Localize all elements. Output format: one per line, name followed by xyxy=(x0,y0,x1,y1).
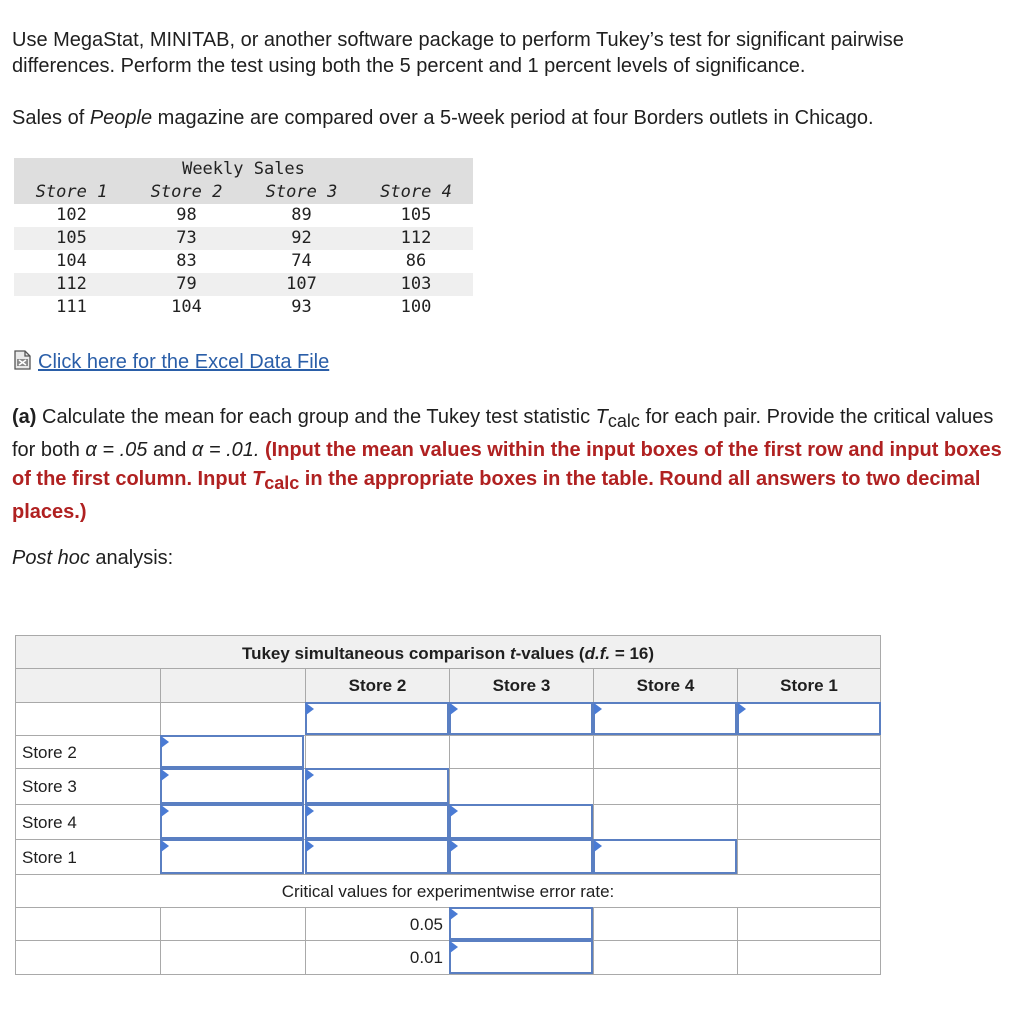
table-row: 102 98 89 105 xyxy=(56,205,432,225)
row-label-store-4: Store 4 xyxy=(22,813,77,832)
table-row: 104 83 74 86 xyxy=(56,251,427,271)
tcalc-cell xyxy=(305,735,450,769)
scenario-text: Sales of People magazine are compared over a 5-week period at four Borders outlets in Chicago. xyxy=(12,107,874,129)
mean-input-store-4-row[interactable] xyxy=(160,804,304,839)
weekly-sales-header-row xyxy=(14,181,473,204)
instructions-intro: Use MegaStat, MINITAB, or another software package to perform Tukey’s test for significant pairwise differences. Perform the test using both the 5 percent and 1 percent levels of significance. xyxy=(12,29,904,77)
critical-values-title: Critical values for experimentwise error rate: xyxy=(281,882,615,901)
mean-input-store-3-row[interactable] xyxy=(160,768,304,804)
mean-input-store-1-col[interactable] xyxy=(737,702,881,735)
col-header-store-1: Store 1 xyxy=(737,668,881,703)
tcalc-input-1-vs-3[interactable] xyxy=(449,839,593,874)
header-store-3: Store 3 xyxy=(265,182,338,202)
blank-cell xyxy=(737,940,881,975)
excel-file-icon xyxy=(12,349,34,378)
header-blank-cell xyxy=(15,668,161,703)
tcalc-cell xyxy=(737,839,881,875)
tcalc-input-1-vs-2[interactable] xyxy=(305,839,449,874)
critical-title-cell xyxy=(15,874,881,908)
col-header-store-3: Store 3 xyxy=(449,668,594,703)
mean-input-store-2-row[interactable] xyxy=(160,735,304,768)
tcalc-cell xyxy=(737,804,881,840)
tcalc-cell xyxy=(449,735,594,769)
level-0.05-label: 0.05 xyxy=(409,915,443,934)
row-label-cell xyxy=(15,768,161,805)
blank-cell xyxy=(160,907,306,941)
table-row: 112 79 107 103 xyxy=(14,273,473,296)
header-blank-cell xyxy=(160,668,306,703)
tcalc-input-3-vs-2[interactable] xyxy=(305,768,449,804)
tukey-table xyxy=(15,635,881,975)
mean-input-store-1-row[interactable] xyxy=(160,839,304,874)
level-cell xyxy=(305,940,450,975)
header-store-1: Store 1 xyxy=(35,182,108,202)
tcalc-input-4-vs-3[interactable] xyxy=(449,804,593,839)
blank-cell xyxy=(593,907,738,941)
mean-row-blank-cell xyxy=(160,702,306,736)
tukey-title-cell xyxy=(15,635,881,669)
mean-row-label-cell xyxy=(15,702,161,736)
tcalc-cell xyxy=(737,735,881,769)
header-store-4: Store 4 xyxy=(380,182,452,202)
tukey-title: Tukey simultaneous comparison t-values (d.f. = 16) xyxy=(241,644,655,663)
part-a-lead: Calculate the mean for each group and the Tukey test statistic xyxy=(36,406,596,428)
row-label-cell xyxy=(15,839,161,875)
table-row: 111 104 93 100 xyxy=(56,297,432,317)
blank-cell xyxy=(160,940,306,975)
critical-value-0.01-input[interactable] xyxy=(449,940,593,974)
tcalc-input-4-vs-2[interactable] xyxy=(305,804,449,839)
row-label-store-2: Store 2 xyxy=(22,743,77,762)
weekly-sales-table xyxy=(14,158,473,319)
col-header-store-4: Store 4 xyxy=(593,668,738,703)
part-a-question: (a) Calculate the mean for each group and the Tukey test statistic $T_{calc}$ for each pair. Provide the critical values for both α = .05 and α = .01. (Input the mean values within the input boxes of the first row and input boxes of the first column. Input $T_{calc}$ in the appropriate boxes in the table. Round all answers to two decimal places.) xyxy=(12,406,1002,523)
row-label-store-1: Store 1 xyxy=(22,848,77,867)
level-cell xyxy=(305,907,450,941)
blank-cell xyxy=(15,907,161,941)
blank-cell xyxy=(737,907,881,941)
row-label-store-3: Store 3 xyxy=(22,777,77,796)
post-hoc-label: Post hoc analysis: xyxy=(12,547,174,569)
col-header-store-2: Store 2 xyxy=(305,668,450,703)
blank-cell xyxy=(593,940,738,975)
level-0.01-label: 0.01 xyxy=(409,948,443,967)
tcalc-cell xyxy=(593,804,738,840)
tcalc-cell xyxy=(593,768,738,805)
mean-input-store-4-col[interactable] xyxy=(593,702,737,735)
mean-input-store-3-col[interactable] xyxy=(449,702,593,735)
tcalc-cell xyxy=(449,768,594,805)
blank-cell xyxy=(15,940,161,975)
excel-data-link[interactable]: Click here for the Excel Data File xyxy=(12,349,329,378)
row-label-cell xyxy=(15,735,161,769)
weekly-sales-caption: Weekly Sales xyxy=(182,159,305,179)
mean-input-store-2-col[interactable] xyxy=(305,702,449,735)
critical-value-0.05-input[interactable] xyxy=(449,907,593,940)
header-store-2: Store 2 xyxy=(150,182,223,202)
row-label-cell xyxy=(15,804,161,840)
table-row: 105 73 92 112 xyxy=(14,227,473,250)
tcalc-input-1-vs-4[interactable] xyxy=(593,839,737,874)
tcalc-cell xyxy=(737,768,881,805)
tcalc-cell xyxy=(593,735,738,769)
